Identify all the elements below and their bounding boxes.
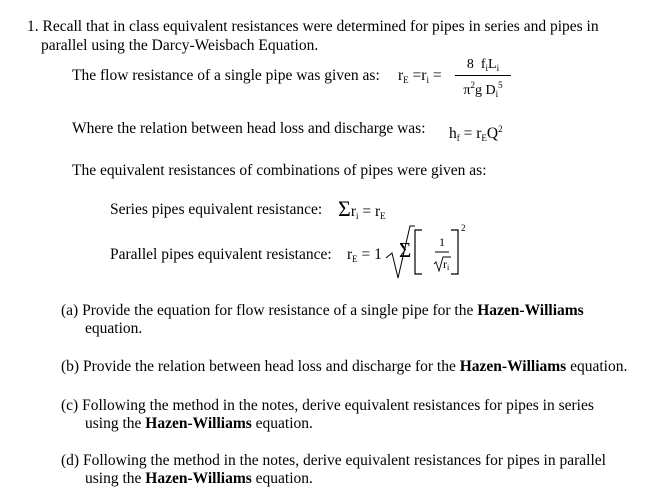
parallel-equation-graphic xyxy=(385,222,465,284)
series-label: Series pipes equivalent resistance: xyxy=(110,201,323,218)
parallel-lhs: $r_E = 1$ xyxy=(347,246,382,264)
problem-number: 1. xyxy=(27,18,39,35)
eq1-numerator: 8 $f_iL_i$ xyxy=(466,57,500,73)
part-b-line-1: (b) Provide the relation between head loss and discharge for the Hazen-Williams equation. xyxy=(61,358,628,375)
eq2: $h_f = r_EQ^2$ xyxy=(449,124,503,143)
combos-label: The equivalent resistances of combinations of pipes were given as: xyxy=(72,162,487,179)
eq1-denominator: $\pi^2g$ $D_i^5$ xyxy=(463,80,503,99)
parallel-sigma: Σ xyxy=(399,238,412,262)
intro-text: Recall that in class equivalent resistances were determined for pipes in series and pipes in xyxy=(42,18,599,35)
part-d-line-1: (d) Following the method in the notes, derive equivalent resistances for pipes in parallel xyxy=(61,452,606,469)
part-c-line-1: (c) Following the method in the notes, derive equivalent resistances for pipes in series xyxy=(61,397,594,414)
intro-line-2: parallel using the Darcy-Weisbach Equation. xyxy=(41,37,319,54)
series-equation: $\Sigma r_i = r_E$ xyxy=(338,196,386,221)
part-a-line-1: (a) Provide the equation for flow resistance of a single pipe for the Hazen-Williams xyxy=(61,302,584,319)
flow-resistance-label: The flow resistance of a single pipe was given as: xyxy=(72,67,380,84)
eq1-fraction-bar xyxy=(455,75,511,76)
headloss-label: Where the relation between head loss and discharge was: xyxy=(72,120,426,137)
left-bracket xyxy=(415,230,422,274)
right-bracket xyxy=(451,230,458,274)
part-c-line-2: using the Hazen-Williams equation. xyxy=(85,415,313,432)
eq1-lhs: $r_E =r_i$ = xyxy=(398,67,442,85)
part-d-line-2: using the Hazen-Williams equation. xyxy=(85,470,313,487)
problem-intro-line-1 xyxy=(27,18,599,36)
parallel-frac-num: 1 xyxy=(439,235,445,249)
parallel-sup: 2 xyxy=(461,223,466,233)
part-a-line-2: equation. xyxy=(85,320,143,337)
parallel-frac-den: ri xyxy=(443,257,450,272)
parallel-label: Parallel pipes equivalent resistance: xyxy=(110,246,332,263)
